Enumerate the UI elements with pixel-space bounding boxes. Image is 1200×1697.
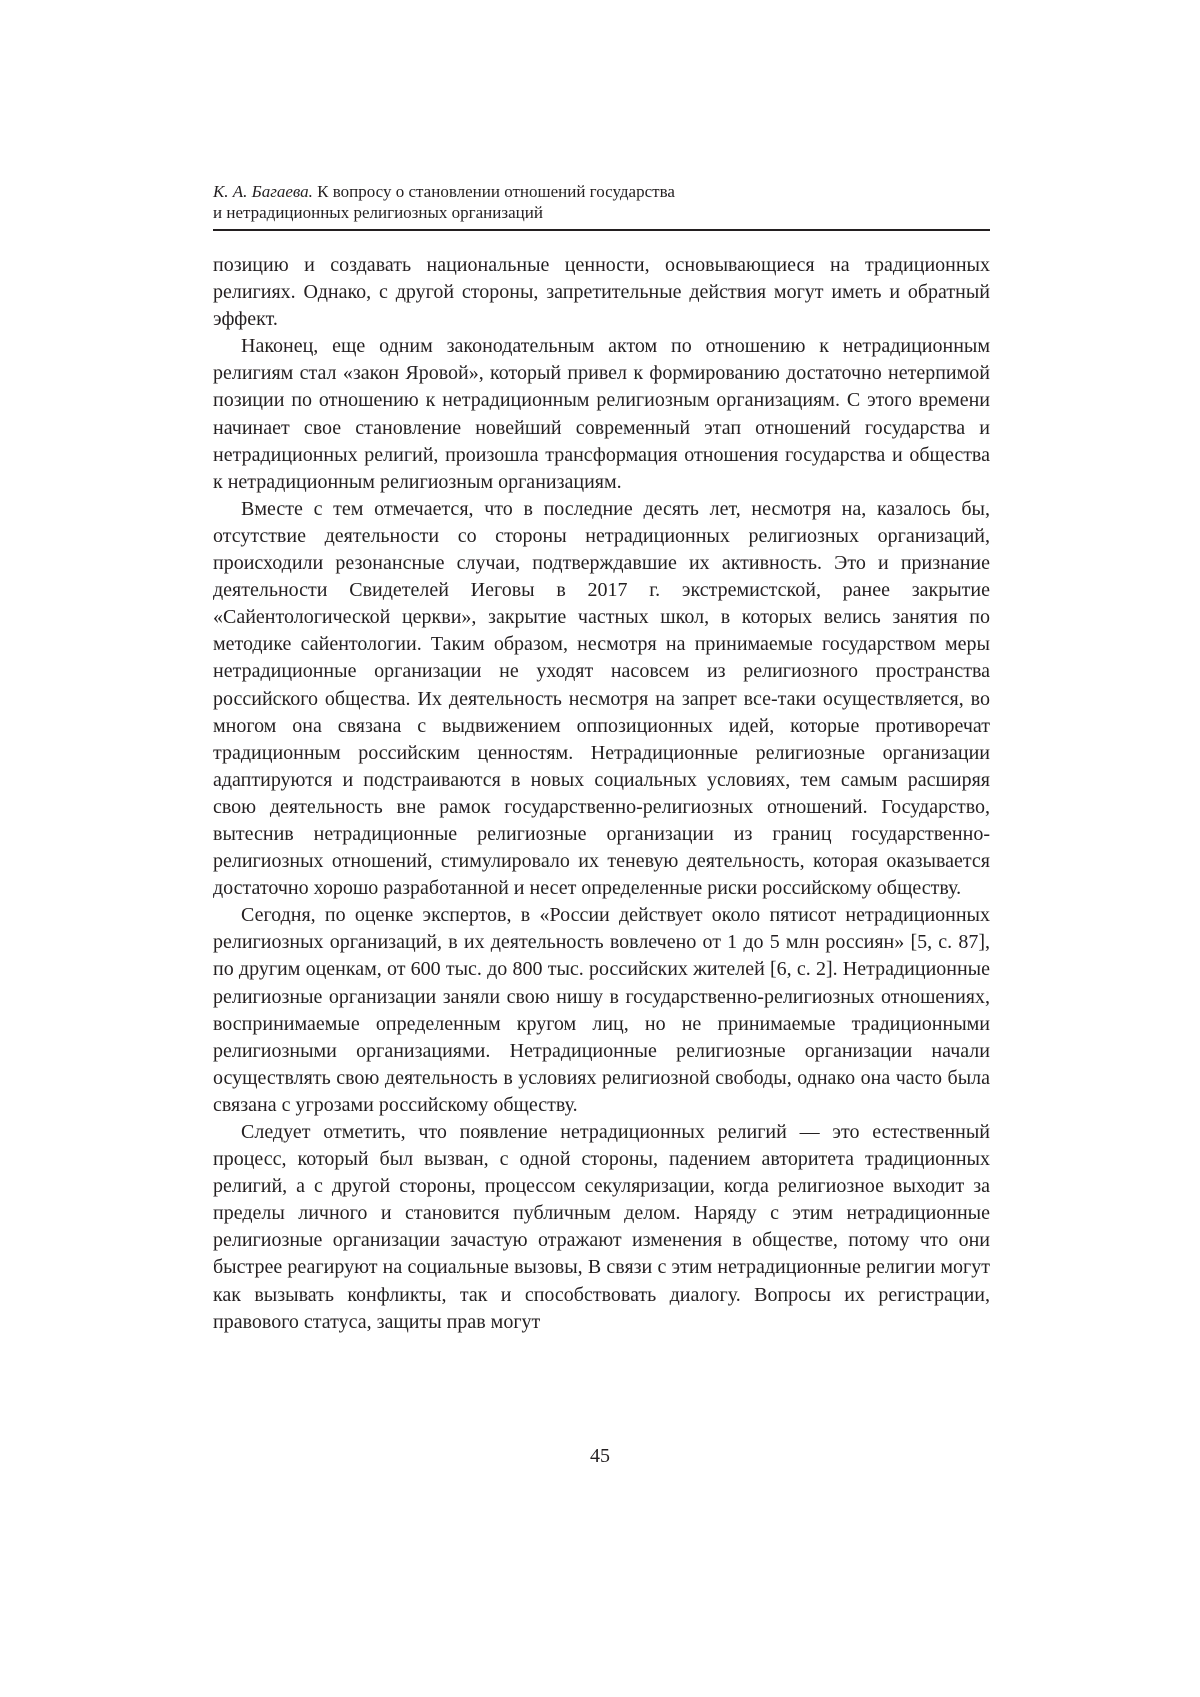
paragraph-natural-process: Следует отметить, что появление нетрадиционных религий — это есте­ственный процесс, который был вызван, с одной стороны, падением авторитета традиционных религий, а с другой стороны, процессом секуляризации, когда религиозное выходит за пределы личного и становится публичным делом. Наряду с этим нетрадиционные религиозные организации зачастую отражают изменения в обществе, потому что они быстрее реагируют на социальные вызовы, В связи с этим нетрадиционные религии могут как вызывать конфликты, так и способ­ствовать диалогу. Вопросы их регистрации, правового статуса, защиты прав могут — [213, 1119, 990, 1336]
paragraph-expert-estimates: Сегодня, по оценке экспертов, в «России действует около пятисот нетради­ционных религиозных организаций, в их деятельность вовлечено от 1 до 5 млн россиян» [5, с. 87], по другим оценкам, от 600 тыс. до 800 тыс. российских жителей [6, с. 2]. Нетрадиционные религиозные организации заняли свою нишу в государственно-религиозных отношениях, воспринимаемые определенным кругом лиц, но не принимаемые традиционными религиозными организациями. Нетрадиционные религиозные организации начали осуществлять свою деятель­ность в условиях религиозной свободы, однако она часто была связана с угрозами российскому обществу. — [213, 902, 990, 1119]
paragraph-recent-cases: Вместе с тем отмечается, что в последние десять лет, несмотря на, казалось бы, отсутствие деятельности со стороны нетрадиционных религиозных органи­заций, происходили резонансные случаи, подтверждавшие их активность. Это и признание деятельности Свидетелей Иеговы в 2017 г. экстремистской, ранее закрытие «Сайентологической церкви», закрытие частных школ, в которых велись занятия по методике сайентологии. Таким образом, несмотря на принимаемые государством меры нетрадиционные организации не уходят насовсем из религи­озного пространства российского общества. Их деятельность несмотря на запрет все-таки осуществляется, во многом она связана с выдвижением оппозиционных идей, которые противоречат традиционным российским ценностям. Нетрадици­онные религиозные организации адаптируются и подстраиваются в новых соци­альных условиях, тем самым расширяя свою деятельность вне рамок государствен­но-религиозных отношений. Государство, вытеснив нетрадиционные религиозные организации из границ государственно-религиозных отношений, стимулировало их теневую деятельность, которая оказывается достаточно хорошо разработанной и несет определенные риски российскому обществу. — [213, 496, 990, 902]
running-head-author: К. А. Багаева. — [213, 182, 313, 201]
header-rule — [213, 229, 990, 231]
page-number: 45 — [0, 1444, 1200, 1468]
paragraph-continued: позицию и создавать национальные ценности, основывающиеся на традицион­ных религиях. Однако, с другой стороны, запретительные действия могут иметь и обратный эффект. — [213, 252, 990, 333]
paragraph-yarovaya-law: Наконец, еще одним законодательным актом по отношению к нетрадиционным религиям стал «закон Яровой», который привел к формированию достаточно нетерпимой позиции по отношению к нетрадиционным религиозным организа­циям. С этого времени начинает свое становление новейший современный этап отношений государства и нетрадиционных религий, произошла трансформация отношения государства и общества к нетрадиционным религиозным организациям. — [213, 333, 990, 496]
running-head-line-1 — [213, 181, 990, 202]
running-head — [213, 181, 990, 223]
article-body — [213, 252, 990, 1336]
running-head-title-part-2: и нетрадиционных религиозных организаций — [213, 202, 990, 223]
running-head-title-part-1: К вопросу о становлении отношений государства — [317, 182, 675, 201]
